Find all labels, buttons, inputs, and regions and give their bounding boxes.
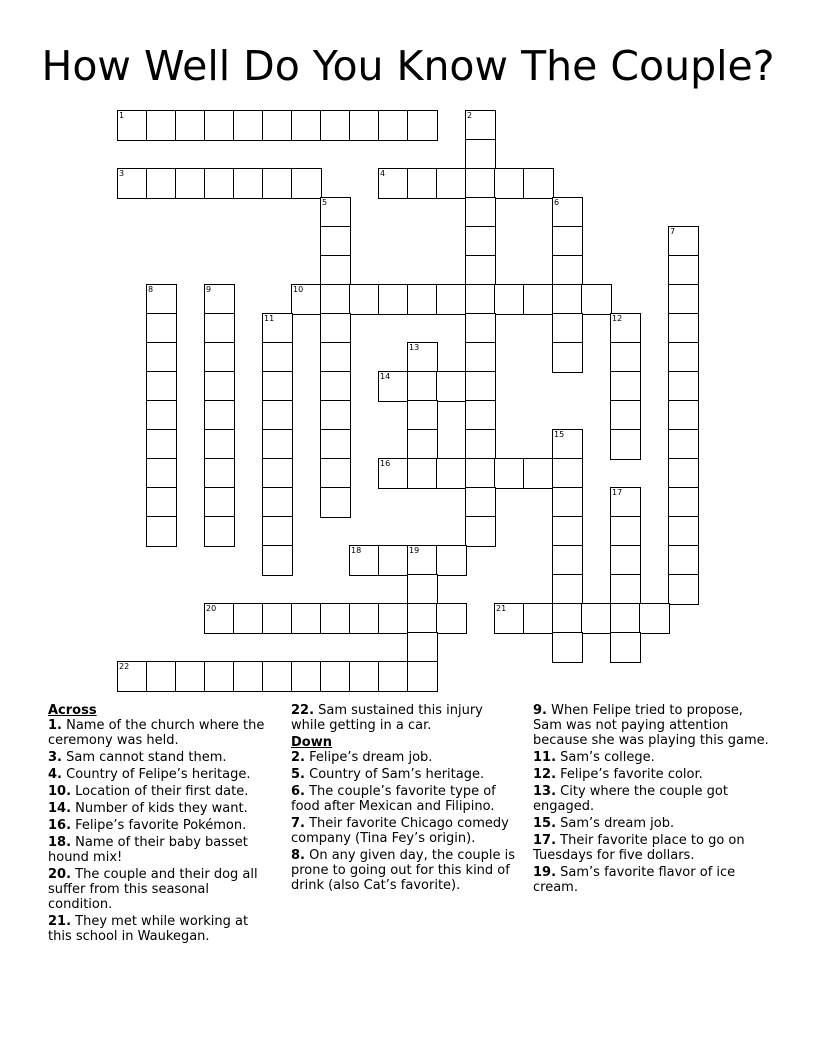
grid-cell[interactable]: [320, 226, 351, 257]
grid-cell[interactable]: [291, 284, 322, 315]
clues-column-1: [48, 703, 274, 946]
clue-text: The couple’s favorite type of food after Mexican and Filipino.: [291, 784, 496, 814]
grid-cell[interactable]: [610, 429, 641, 460]
down-clue-list-continued: [533, 703, 769, 895]
grid-cell[interactable]: [465, 284, 496, 315]
clue-item: [48, 718, 274, 748]
down-clue-list: [291, 750, 517, 893]
grid-cell[interactable]: [465, 226, 496, 257]
grid-cell[interactable]: [465, 197, 496, 228]
grid-cell[interactable]: [668, 458, 699, 489]
grid-cell[interactable]: [204, 313, 235, 344]
grid-cell[interactable]: [523, 603, 554, 634]
clue-number: 16: [380, 459, 391, 468]
grid-cell[interactable]: [610, 603, 641, 634]
grid-cell[interactable]: [407, 371, 438, 402]
grid-cell[interactable]: [465, 458, 496, 489]
grid-cell[interactable]: [552, 284, 583, 315]
grid-cell[interactable]: [320, 313, 351, 344]
clue-item: [48, 835, 274, 865]
grid-cell[interactable]: [436, 371, 467, 402]
grid-cell[interactable]: [262, 429, 293, 460]
grid-cell[interactable]: [117, 661, 148, 692]
grid-cell[interactable]: [378, 168, 409, 199]
grid-cell[interactable]: [378, 284, 409, 315]
grid-cell[interactable]: [407, 661, 438, 692]
clue-number: 14: [380, 372, 391, 381]
grid-cell[interactable]: [146, 168, 177, 199]
clue-text: Sam’s favorite flavor of ice cream.: [533, 865, 736, 895]
clue-number: 20: [206, 604, 217, 613]
clue-number: 11.: [533, 750, 557, 765]
grid-cell[interactable]: [378, 371, 409, 402]
clue-item: [48, 914, 274, 944]
clue-item: [533, 865, 769, 895]
clue-number: 22: [119, 662, 130, 671]
clue-text: Number of kids they want.: [71, 801, 248, 816]
grid-cell[interactable]: [610, 574, 641, 605]
clue-text: Felipe’s favorite Pokémon.: [71, 818, 247, 833]
grid-cell[interactable]: [610, 313, 641, 344]
clue-item: [48, 784, 274, 799]
grid-cell[interactable]: [233, 603, 264, 634]
grid-cell[interactable]: [494, 603, 525, 634]
grid-cell[interactable]: [320, 661, 351, 692]
grid-cell[interactable]: [552, 603, 583, 634]
clue-text: Sam’s dream job.: [556, 816, 675, 831]
grid-cell[interactable]: [320, 342, 351, 373]
grid-cell[interactable]: [262, 516, 293, 547]
clue-text: They met while working at this school in Waukegan.: [48, 914, 249, 944]
grid-cell[interactable]: [581, 603, 612, 634]
clue-number: 4: [380, 169, 386, 178]
grid-cell[interactable]: [146, 371, 177, 402]
clue-item: [533, 816, 769, 831]
grid-cell[interactable]: [320, 255, 351, 286]
grid-cell[interactable]: [610, 342, 641, 373]
grid-cell[interactable]: [262, 661, 293, 692]
grid-cell[interactable]: [552, 487, 583, 518]
grid-cell[interactable]: [262, 400, 293, 431]
clue-number: 2: [467, 111, 473, 120]
grid-cell[interactable]: [291, 661, 322, 692]
clue-text: Their favorite Chicago comedy company (Tina Fey’s origin).: [291, 816, 509, 846]
grid-cell[interactable]: [233, 168, 264, 199]
grid-cell[interactable]: [465, 139, 496, 170]
grid-cell[interactable]: [610, 516, 641, 547]
grid-cell[interactable]: [204, 661, 235, 692]
grid-cell[interactable]: [204, 168, 235, 199]
grid-cell[interactable]: [146, 487, 177, 518]
grid-cell[interactable]: [204, 110, 235, 141]
grid-cell[interactable]: [349, 284, 380, 315]
clue-number: 6: [554, 198, 560, 207]
grid-cell[interactable]: [407, 284, 438, 315]
grid-cell[interactable]: [552, 545, 583, 576]
clues-column-2: [291, 703, 517, 895]
grid-cell[interactable]: [320, 197, 351, 228]
grid-cell[interactable]: [407, 110, 438, 141]
grid-cell[interactable]: [436, 458, 467, 489]
grid-cell[interactable]: [146, 400, 177, 431]
clue-item: [48, 818, 274, 833]
grid-cell[interactable]: [465, 371, 496, 402]
clue-item: [533, 833, 769, 863]
clue-number: 3: [119, 169, 125, 178]
grid-cell[interactable]: [320, 371, 351, 402]
grid-cell[interactable]: [668, 284, 699, 315]
clue-number: 2.: [291, 750, 305, 765]
grid-cell[interactable]: [378, 661, 409, 692]
clue-item: [291, 767, 517, 782]
across-heading: Across: [48, 703, 97, 718]
grid-cell[interactable]: [407, 632, 438, 663]
clue-number: 13: [409, 343, 420, 352]
grid-cell[interactable]: [204, 400, 235, 431]
clue-number: 12.: [533, 767, 557, 782]
grid-cell[interactable]: [668, 545, 699, 576]
clue-item: [533, 703, 769, 748]
grid-cell[interactable]: [262, 371, 293, 402]
puzzle-title: How Well Do You Know The Couple?: [41, 42, 775, 90]
clue-number: 20.: [48, 867, 72, 882]
grid-cell[interactable]: [465, 255, 496, 286]
grid-cell[interactable]: [407, 342, 438, 373]
clue-number: 7: [670, 227, 676, 236]
grid-cell[interactable]: [552, 226, 583, 257]
clue-number: 11: [264, 314, 275, 323]
clue-text: Sam’s college.: [556, 750, 655, 765]
grid-cell[interactable]: [204, 342, 235, 373]
clue-number: 1: [119, 111, 125, 120]
clue-item: [48, 801, 274, 816]
clue-item: [291, 816, 517, 846]
grid-cell[interactable]: [262, 458, 293, 489]
grid-cell[interactable]: [378, 603, 409, 634]
clue-number: 19.: [533, 865, 557, 880]
clue-number: 13.: [533, 784, 557, 799]
clue-text: Sam cannot stand them.: [61, 750, 227, 765]
clue-text: On any given day, the couple is prone to going out for this kind of drink (also Cat’s favorite).: [291, 848, 516, 893]
grid-cell[interactable]: [465, 400, 496, 431]
grid-cell[interactable]: [204, 371, 235, 402]
clue-text: The couple and their dog all suffer from this seasonal condition.: [48, 867, 258, 912]
clue-number: 9.: [533, 703, 547, 718]
grid-cell[interactable]: [610, 487, 641, 518]
grid-cell[interactable]: [668, 255, 699, 286]
grid-cell[interactable]: [320, 487, 351, 518]
grid-cell[interactable]: [494, 458, 525, 489]
clue-number: 15: [554, 430, 565, 439]
clue-item: [291, 784, 517, 814]
clue-number: 10: [293, 285, 304, 294]
clue-text: Location of their first date.: [71, 784, 249, 799]
clue-item: [533, 750, 769, 765]
grid-cell[interactable]: [407, 168, 438, 199]
grid-cell[interactable]: [465, 487, 496, 518]
grid-cell[interactable]: [552, 255, 583, 286]
clue-number: 9: [206, 285, 212, 294]
clue-number: 3.: [48, 750, 62, 765]
grid-cell[interactable]: [262, 342, 293, 373]
grid-cell[interactable]: [552, 574, 583, 605]
grid-cell[interactable]: [668, 574, 699, 605]
clue-number: 12: [612, 314, 623, 323]
grid-cell[interactable]: [291, 603, 322, 634]
grid-cell[interactable]: [465, 110, 496, 141]
grid-cell[interactable]: [465, 313, 496, 344]
grid-cell[interactable]: [320, 603, 351, 634]
clue-number: 16.: [48, 818, 72, 833]
clues-column-3: [533, 703, 769, 897]
clue-number: 5: [322, 198, 328, 207]
grid-cell[interactable]: [552, 429, 583, 460]
clue-text: When Felipe tried to propose, Sam was not paying attention because she was playing this game.: [533, 703, 769, 748]
clue-text: Country of Sam’s heritage.: [304, 767, 485, 782]
clue-number: 4.: [48, 767, 62, 782]
grid-cell[interactable]: [552, 632, 583, 663]
grid-cell[interactable]: [204, 458, 235, 489]
grid-cell[interactable]: [552, 313, 583, 344]
grid-cell[interactable]: [146, 284, 177, 315]
grid-cell[interactable]: [262, 603, 293, 634]
clue-number: 10.: [48, 784, 72, 799]
grid-cell[interactable]: [262, 545, 293, 576]
grid-cell[interactable]: [407, 400, 438, 431]
grid-cell[interactable]: [436, 284, 467, 315]
grid-cell[interactable]: [552, 458, 583, 489]
clue-text: Country of Felipe’s heritage.: [61, 767, 251, 782]
grid-cell[interactable]: [204, 603, 235, 634]
grid-cell[interactable]: [146, 429, 177, 460]
clue-number: 8.: [291, 848, 305, 863]
grid-cell[interactable]: [610, 371, 641, 402]
grid-cell[interactable]: [494, 168, 525, 199]
grid-cell[interactable]: [407, 458, 438, 489]
clue-item: [291, 750, 517, 765]
grid-cell[interactable]: [523, 284, 554, 315]
clue-item: [48, 867, 274, 912]
clue-number: 18.: [48, 835, 72, 850]
grid-cell[interactable]: [465, 429, 496, 460]
grid-cell[interactable]: [175, 110, 206, 141]
clue-number: 19: [409, 546, 420, 555]
grid-cell[interactable]: [378, 110, 409, 141]
grid-cell[interactable]: [204, 429, 235, 460]
grid-cell[interactable]: [407, 429, 438, 460]
grid-cell[interactable]: [146, 342, 177, 373]
grid-cell[interactable]: [378, 545, 409, 576]
grid-cell[interactable]: [320, 458, 351, 489]
grid-cell[interactable]: [233, 110, 264, 141]
grid-cell[interactable]: [668, 400, 699, 431]
grid-cell[interactable]: [175, 661, 206, 692]
grid-cell[interactable]: [320, 400, 351, 431]
across-clue-list: [48, 718, 274, 944]
clue-number: 18: [351, 546, 362, 555]
clue-text: Sam sustained this injury while getting in a car.: [291, 703, 483, 733]
grid-cell[interactable]: [407, 603, 438, 634]
grid-cell[interactable]: [117, 110, 148, 141]
grid-cell[interactable]: [465, 516, 496, 547]
clue-text: Name of the church where the ceremony was held.: [48, 718, 265, 748]
grid-cell[interactable]: [146, 458, 177, 489]
clue-number: 7.: [291, 816, 305, 831]
clue-text: Felipe’s favorite color.: [556, 767, 703, 782]
clue-number: 21: [496, 604, 507, 613]
grid-cell[interactable]: [552, 342, 583, 373]
grid-cell[interactable]: [668, 313, 699, 344]
clue-number: 14.: [48, 801, 72, 816]
clue-number: 8: [148, 285, 154, 294]
grid-cell[interactable]: [349, 661, 380, 692]
clue-text: Name of their baby basset hound mix!: [48, 835, 248, 865]
grid-cell[interactable]: [291, 168, 322, 199]
grid-cell[interactable]: [291, 110, 322, 141]
clue-number: 15.: [533, 816, 557, 831]
grid-cell[interactable]: [204, 516, 235, 547]
grid-cell[interactable]: [639, 603, 670, 634]
grid-cell[interactable]: [581, 284, 612, 315]
grid-cell[interactable]: [668, 429, 699, 460]
grid-cell[interactable]: [552, 516, 583, 547]
clue-number: 5.: [291, 767, 305, 782]
grid-cell[interactable]: [465, 168, 496, 199]
clue-item: [533, 767, 769, 782]
clue-item: [291, 848, 517, 893]
clue-number: 6.: [291, 784, 305, 799]
grid-cell[interactable]: [320, 110, 351, 141]
grid-cell[interactable]: [668, 371, 699, 402]
grid-cell[interactable]: [610, 545, 641, 576]
grid-cell[interactable]: [436, 168, 467, 199]
grid-cell[interactable]: [610, 632, 641, 663]
grid-cell[interactable]: [523, 458, 554, 489]
grid-cell[interactable]: [262, 110, 293, 141]
grid-cell[interactable]: [668, 516, 699, 547]
grid-cell[interactable]: [436, 545, 467, 576]
clue-item: [533, 784, 769, 814]
grid-cell[interactable]: [349, 545, 380, 576]
grid-cell[interactable]: [610, 400, 641, 431]
grid-cell[interactable]: [378, 458, 409, 489]
grid-cell[interactable]: [552, 197, 583, 228]
grid-cell[interactable]: [320, 284, 351, 315]
grid-cell[interactable]: [146, 516, 177, 547]
grid-cell[interactable]: [204, 284, 235, 315]
grid-cell[interactable]: [262, 487, 293, 518]
grid-cell[interactable]: [146, 313, 177, 344]
grid-cell[interactable]: [146, 661, 177, 692]
clue-item: [291, 703, 517, 733]
grid-cell[interactable]: [349, 603, 380, 634]
grid-cell[interactable]: [320, 429, 351, 460]
grid-cell[interactable]: [668, 342, 699, 373]
clue-item: [48, 767, 274, 782]
grid-cell[interactable]: [668, 487, 699, 518]
grid-cell[interactable]: [233, 661, 264, 692]
grid-cell[interactable]: [407, 545, 438, 576]
clue-text: Their favorite place to go on Tuesdays for five dollars.: [533, 833, 745, 863]
grid-cell[interactable]: [175, 168, 206, 199]
grid-cell[interactable]: [204, 487, 235, 518]
grid-cell[interactable]: [262, 313, 293, 344]
grid-cell[interactable]: [494, 284, 525, 315]
grid-cell[interactable]: [436, 603, 467, 634]
clue-number: 22.: [291, 703, 315, 718]
grid-cell[interactable]: [523, 168, 554, 199]
down-heading: Down: [291, 735, 332, 750]
clue-number: 17: [612, 488, 623, 497]
clue-number: 17.: [533, 833, 557, 848]
across-clue-list-continued: [291, 703, 517, 733]
clue-number: 21.: [48, 914, 72, 929]
grid-cell[interactable]: [407, 574, 438, 605]
grid-cell[interactable]: [117, 168, 148, 199]
grid-cell[interactable]: [146, 110, 177, 141]
clue-item: [48, 750, 274, 765]
grid-cell[interactable]: [465, 342, 496, 373]
clue-number: 1.: [48, 718, 62, 733]
grid-cell[interactable]: [668, 226, 699, 257]
clue-text: City where the couple got engaged.: [533, 784, 728, 814]
clue-text: Felipe’s dream job.: [304, 750, 433, 765]
grid-cell[interactable]: [349, 110, 380, 141]
grid-cell[interactable]: [262, 168, 293, 199]
